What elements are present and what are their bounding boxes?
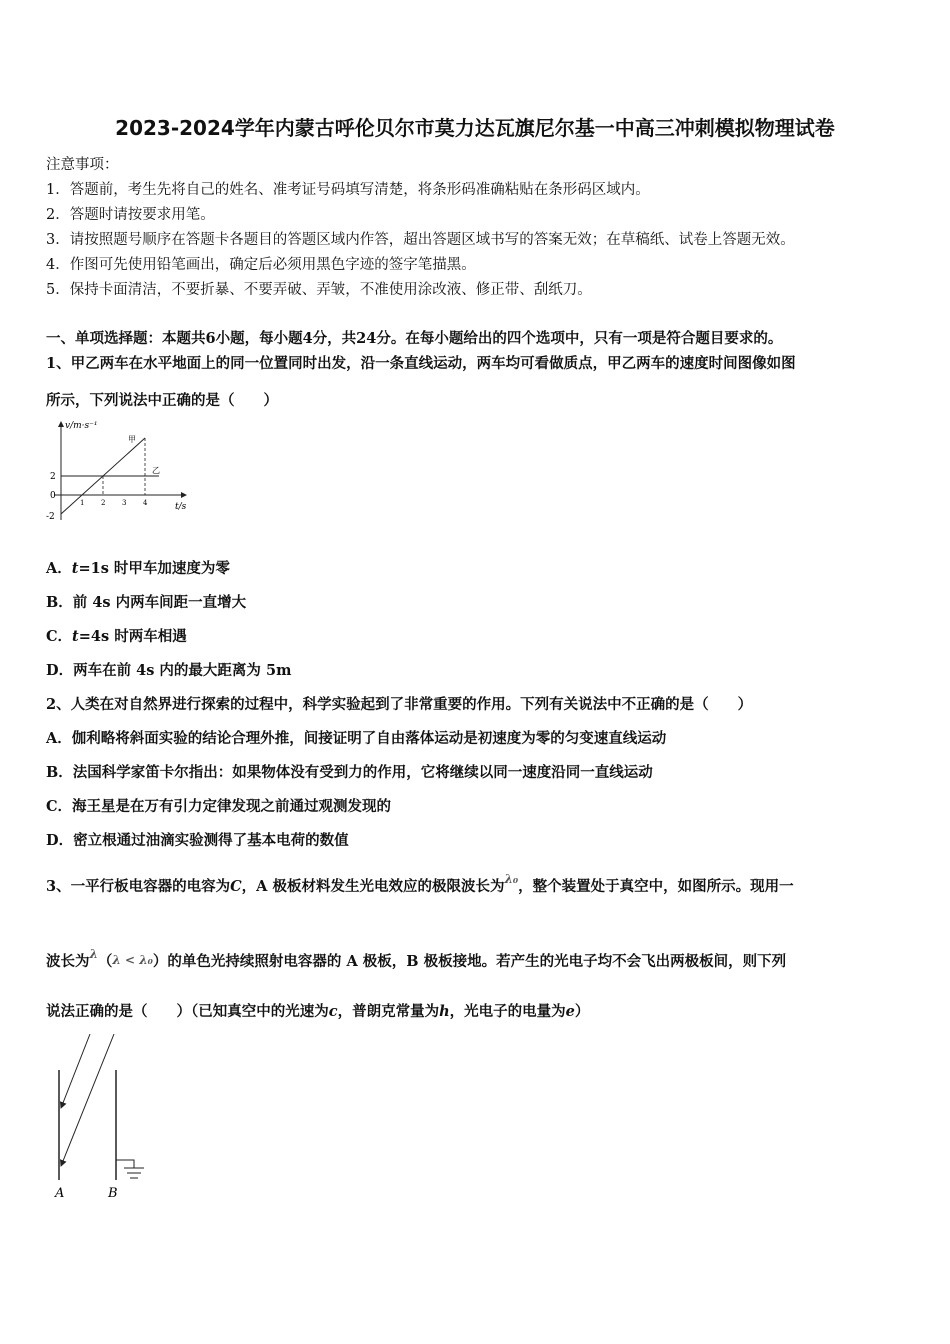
text: ，整个装置处于真空中，如图所示。现用一 xyxy=(518,878,794,895)
notice-heading: 注意事项： xyxy=(46,157,119,173)
y-tick-neg2: -2 xyxy=(46,512,55,522)
text: 3、一平行板电容器的电容为 xyxy=(46,878,231,895)
text: （ xyxy=(97,953,113,970)
option-text: =1s 时甲车加速度为零 xyxy=(78,560,230,577)
var-C: C xyxy=(230,878,242,895)
text: ）的单色光持续照射电容器的 A 极板，B 极板接地。若产生的光电子均不会飞出两极板间，则下列 xyxy=(152,953,787,970)
q3-stem-line2 xyxy=(46,947,787,971)
option-label: B． xyxy=(46,594,73,611)
q1-vt-graph xyxy=(44,418,204,528)
text: 说法正确的是（ ）（已知真空中的光速为 xyxy=(46,1003,329,1020)
notice-item: 5．保持卡面清洁，不要折暴、不要弄破、弄皱，不准使用涂改液、修正带、刮纸刀。 xyxy=(46,282,592,298)
graph-label-jia: 甲 xyxy=(128,435,136,444)
graph-label-yi: 乙 xyxy=(152,466,160,475)
label-b: B xyxy=(108,1186,118,1201)
x-tick-1: 1 xyxy=(80,499,85,507)
q1-option-d[interactable] xyxy=(46,659,291,680)
q1-stem-line2: 所示，下列说法中正确的是（ ） xyxy=(46,392,278,409)
text: ，光电子的电量为 xyxy=(449,1003,566,1020)
text: ，普朗克常量为 xyxy=(337,1003,440,1020)
x-tick-3: 3 xyxy=(122,499,127,507)
q2-option-a[interactable]: A．伽利略将斜面实验的结论合理外推，间接证明了自由落体运动是初速度为零的匀变速直线运动 xyxy=(46,730,667,747)
light-ray-1 xyxy=(61,1034,90,1108)
notice-item: 3．请按照题号顺序在答题卡各题目的答题区域内作答，超出答题区域书写的答案无效；在草稿纸、试卷上答题无效。 xyxy=(46,232,795,248)
option-label: A． xyxy=(46,560,72,577)
q2-stem: 2、人类在对自然界进行探索的过程中，科学实验起到了非常重要的作用。下列有关说法中不正确的是（ ） xyxy=(46,696,753,713)
light-ray-2 xyxy=(61,1034,114,1166)
lambda-condition: λ < λ₀ xyxy=(112,953,153,967)
var-c: c xyxy=(328,1003,338,1020)
option-text: 两车在前 4s 内的最大距离为 5m xyxy=(73,662,292,679)
text: ，A 极板材料发生光电效应的极限波长为 xyxy=(241,878,505,895)
option-text: =4s 时两车相遇 xyxy=(78,628,187,645)
q2-option-c[interactable]: C．海王星是在万有引力定律发现之前通过观测发现的 xyxy=(46,798,392,815)
notice-item: 1．答题前，考生先将自己的姓名、准考证号码填写清楚，将条形码准确粘贴在条形码区域内。 xyxy=(46,182,650,198)
y-tick-0: 0 xyxy=(50,491,56,501)
ground-wire xyxy=(116,1160,134,1168)
x-tick-2: 2 xyxy=(101,499,106,507)
q3-stem-line3 xyxy=(46,1000,589,1021)
graph-xlabel: t/s xyxy=(175,502,187,512)
q3-capacitor-figure xyxy=(44,1030,164,1205)
page-title: 2023-2024学年内蒙古呼伦贝尔市莫力达瓦旗尼尔基一中高三冲刺模拟物理试卷 xyxy=(115,116,835,140)
x-tick-4: 4 xyxy=(143,499,148,507)
option-text: 前 4s 内两车间距一直增大 xyxy=(72,594,247,611)
q1-stem-line1: 1、甲乙两车在水平地面上的同一位置同时出发，沿一条直线运动，两车均可看做质点，甲乙两车的速度时间图像如图 xyxy=(46,355,796,372)
label-a: A xyxy=(55,1186,65,1201)
var-e: e xyxy=(565,1003,575,1020)
q1-option-c[interactable] xyxy=(46,625,187,646)
notice-item: 2．答题时请按要求用笔。 xyxy=(46,207,215,223)
q2-option-d[interactable]: D．密立根通过油滴实验测得了基本电荷的数值 xyxy=(46,832,349,849)
q2-option-b[interactable]: B．法国科学家笛卡尔指出：如果物体没有受到力的作用，它将继续以同一速度沿同一直线运动 xyxy=(46,764,653,781)
q3-stem-line1 xyxy=(46,872,794,896)
notice-item: 4．作图可先使用铅笔画出，确定后必须用黑色字迹的签字笔描黑。 xyxy=(46,257,476,273)
option-var: t xyxy=(72,628,79,645)
option-label: D． xyxy=(46,662,74,679)
q1-option-b[interactable] xyxy=(46,591,246,612)
graph-ylabel: v/m·s⁻¹ xyxy=(65,421,98,431)
lambda-symbol: λ xyxy=(89,947,98,961)
option-var: t xyxy=(71,560,79,577)
text: 波长为 xyxy=(46,953,90,970)
section-heading: 一、单项选择题：本题共6小题，每小题4分，共24分。在每小题给出的四个选项中，只有一项是符合题目要求的。 xyxy=(46,330,783,347)
lambda0-symbol: λ₀ xyxy=(504,872,519,886)
y-tick-2: 2 xyxy=(50,472,56,482)
option-label: C． xyxy=(46,628,73,645)
var-h: h xyxy=(439,1003,450,1020)
q1-option-a[interactable] xyxy=(46,557,230,578)
text: ） xyxy=(574,1003,590,1020)
